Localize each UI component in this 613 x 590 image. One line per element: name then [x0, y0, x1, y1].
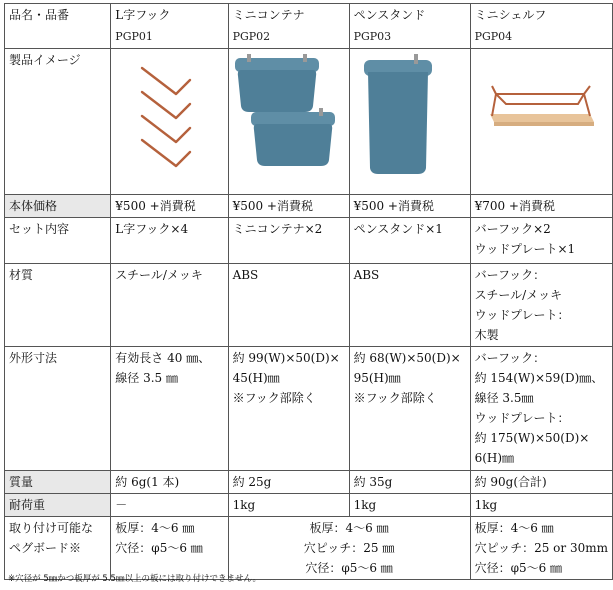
dimensions-value-pgp01 — [111, 347, 228, 471]
product-spec-table — [4, 3, 613, 580]
pegboard-label-line: ペグボード※ — [9, 541, 82, 555]
set-value-pgp02 — [228, 218, 349, 264]
pegboard-line: 穴ピッチ：25 ㎜ — [303, 541, 395, 555]
load-value: － — [111, 494, 228, 517]
dimensions-line: 約 99(W)×50(D)× — [232, 351, 340, 365]
material-value-pgp01 — [111, 264, 228, 347]
mass-label: 質量 — [5, 471, 111, 494]
set-line: L字フック×4 — [115, 222, 189, 236]
pegboard-label — [5, 517, 111, 580]
pegboard-line: 板厚：4～6 ㎜ — [474, 521, 554, 535]
material-line: バーフック： — [474, 268, 546, 282]
price-value: ¥500 +消費税 — [111, 195, 228, 218]
price-label: 本体価格 — [5, 195, 111, 218]
pegboard-row — [5, 517, 613, 580]
dimensions-line: 45(H)㎜ — [232, 371, 280, 385]
product-code: PGP02 — [232, 30, 271, 43]
dimensions-line: 約 175(W)×50(D)× — [474, 431, 590, 445]
product-name: ペンスタンド — [353, 8, 426, 22]
dimensions-line: 95(H)㎜ — [353, 371, 401, 385]
mass-value: 約 90g(合計) — [470, 471, 612, 494]
pegboard-value-pgp02-03 — [228, 517, 470, 580]
dimensions-line: 有効長さ 40 ㎜、 — [115, 351, 211, 365]
image-cell-pgp01 — [111, 49, 228, 195]
load-label: 耐荷重 — [5, 494, 111, 517]
material-value-pgp02 — [228, 264, 349, 347]
product-header-pgp01 — [111, 4, 228, 49]
set-row — [5, 218, 613, 264]
header-label: 品名・品番 — [5, 4, 111, 49]
pegboard-line: 板厚：4～6 ㎜ — [115, 521, 195, 535]
dimensions-label: 外形寸法 — [5, 347, 111, 471]
material-line: スチール/メッキ — [474, 288, 563, 302]
dimensions-line: ウッドプレート： — [474, 411, 570, 425]
load-value: 1kg — [228, 494, 349, 517]
price-row — [5, 195, 613, 218]
header-row — [5, 4, 613, 49]
product-code: PGP04 — [474, 30, 513, 43]
material-value-pgp04 — [470, 264, 612, 347]
material-label: 材質 — [5, 264, 111, 347]
dimensions-line: ※フック部除く — [353, 391, 437, 405]
dimensions-line: 約 68(W)×50(D)× — [353, 351, 461, 365]
set-label: セット内容 — [5, 218, 111, 264]
load-value: 1kg — [349, 494, 470, 517]
l-hook-image — [124, 50, 214, 170]
image-cell-pgp02 — [228, 49, 349, 195]
material-line: 木製 — [474, 328, 499, 342]
set-line: ペンスタンド×1 — [353, 222, 443, 236]
price-value: ¥500 +消費税 — [228, 195, 349, 218]
dimensions-row — [5, 347, 613, 471]
product-name: L字フック — [115, 8, 171, 22]
mass-value: 約 6g(1 本) — [111, 471, 228, 494]
load-row — [5, 494, 613, 517]
product-header-pgp04 — [470, 4, 612, 49]
product-code: PGP01 — [115, 30, 153, 43]
set-value-pgp01 — [111, 218, 228, 264]
pegboard-line: 板厚：4～6 ㎜ — [309, 521, 389, 535]
shelf-icon — [490, 86, 594, 126]
dimensions-line: 約 154(W)×59(D)㎜、 — [474, 371, 604, 385]
pegboard-line: 穴径：φ5～6 ㎜ — [115, 541, 203, 555]
product-header-pgp02 — [228, 4, 349, 49]
pegboard-line: 穴ピッチ：25 or 30mm — [474, 541, 608, 555]
pegboard-label-line: 取り付け可能な — [9, 521, 94, 535]
dimensions-line: 線径 3.5㎜ — [474, 391, 534, 405]
product-name: ミニシェルフ — [474, 8, 547, 22]
image-row-label: 製品イメージ — [5, 49, 111, 195]
image-cell-pgp03 — [349, 49, 470, 195]
container-icon — [251, 108, 335, 166]
dimensions-line: バーフック： — [474, 351, 546, 365]
dimensions-value-pgp03 — [349, 347, 470, 471]
pegboard-line: 穴径：φ5～6 ㎜ — [305, 561, 393, 575]
pen-stand-image — [354, 50, 466, 186]
image-row — [5, 49, 613, 195]
material-line: ABS — [353, 268, 380, 282]
price-value: ¥700 +消費税 — [470, 195, 612, 218]
pegboard-line: 穴径：φ5～6 ㎜ — [474, 561, 563, 575]
material-line: スチール/メッキ — [115, 268, 203, 282]
material-line: ウッドプレート： — [474, 308, 570, 322]
material-value-pgp03 — [349, 264, 470, 347]
footnote: ※穴径が 5㎜かつ板厚が 5.5㎜以上の板には取り付けできません。 — [8, 574, 261, 584]
mass-value: 約 35g — [349, 471, 470, 494]
product-code: PGP03 — [353, 30, 392, 43]
product-header-pgp03 — [349, 4, 470, 49]
set-line: ミニコンテナ×2 — [232, 222, 323, 236]
dimensions-value-pgp04 — [470, 347, 612, 471]
dimensions-line: 6(H)㎜ — [474, 451, 515, 465]
price-value: ¥500 +消費税 — [349, 195, 470, 218]
container-icon — [235, 54, 319, 112]
image-cell-pgp04 — [470, 49, 612, 195]
mini-shelf-image — [482, 50, 600, 170]
dimensions-line: 線径 3.5 ㎜ — [115, 371, 179, 385]
pegboard-value-pgp04 — [470, 517, 612, 580]
material-row — [5, 264, 613, 347]
set-line: ウッドプレート×1 — [474, 242, 576, 256]
mini-container-image — [233, 50, 345, 186]
dimensions-value-pgp02 — [228, 347, 349, 471]
l-hook-icon — [142, 68, 190, 166]
mass-row — [5, 471, 613, 494]
material-line: ABS — [232, 268, 259, 282]
set-line: バーフック×2 — [474, 222, 551, 236]
set-value-pgp04 — [470, 218, 612, 264]
product-name: ミニコンテナ — [232, 8, 305, 22]
pegboard-value-pgp01 — [111, 517, 228, 580]
pen-stand-icon — [364, 54, 432, 174]
load-value: 1kg — [470, 494, 612, 517]
set-value-pgp03 — [349, 218, 470, 264]
mass-value: 約 25g — [228, 471, 349, 494]
dimensions-line: ※フック部除く — [232, 391, 316, 405]
